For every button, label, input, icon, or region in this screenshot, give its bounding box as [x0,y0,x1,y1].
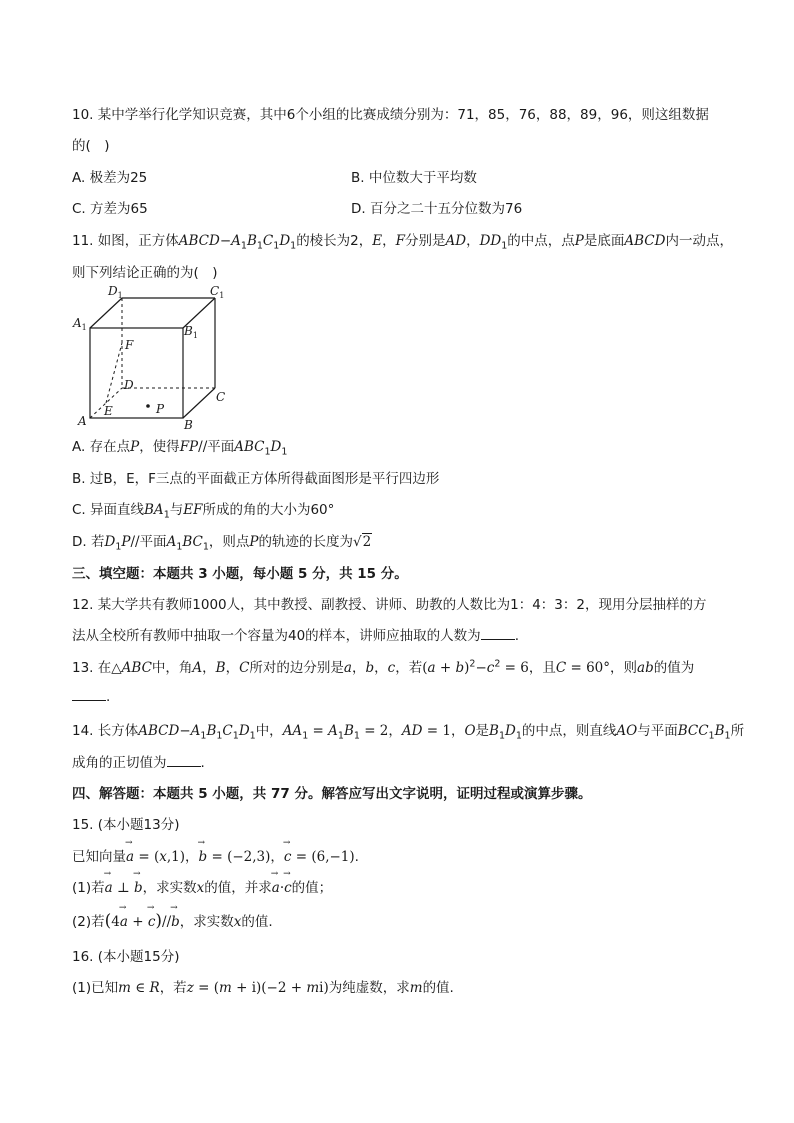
q15-given: 已知向量→ a = (x,1)，→ b = (−2,3)，→ c = (6,−1). [72,845,359,865]
label-f: F [125,338,134,352]
q10-option-c: C. 方差为65 [72,201,148,217]
q13-answer-blank[interactable] [72,688,106,701]
q12-answer-blank[interactable] [481,627,515,640]
q15-part2: (2)若(4→ a + → c)//→ b，求实数x的值. [72,910,273,931]
label-p: P [156,402,165,416]
q16-part1: (1)已知m ∈ R，若z = (m + i)(−2 + mi)为纯虚数，求m的值. [72,980,454,996]
q11-option-c: C. 异面直线$BA_1$与EF所成的角的大小为60° [72,502,335,521]
segment-ef [106,343,122,403]
q11-line2: 则下列结论正确的为( ) [72,265,218,281]
q11-option-d: D. 若$D_1P//$平面$A_1BC_1$，则点P的轨迹的长度为√2 [72,534,372,553]
q15-part1: (1)若→ a ⊥ → b，求实数x的值，并求→ a·→ c的值； [72,876,332,896]
q10-option-d: D. 百分之二十五分位数为76 [351,201,523,217]
label-c: C [216,390,226,404]
q12-line2: 法从全校所有教师中抽取一个容量为40的样本，讲师应抽取的人数为 . [72,628,519,644]
q11-option-a: A. 存在点P，使得FP//平面$ABC_1D_1$ [72,439,288,458]
section-4-heading: 四、解答题：本题共 5 小题，共 77 分。解答应写出文字说明，证明过程或演算步骤。 [72,786,592,802]
q16-header: 16. (本小题15分) [72,949,180,965]
q10-option-a: A. 极差为25 [72,170,148,186]
point-p [146,404,150,408]
label-c1: $C_1$ [210,284,225,300]
q13-line2: . [72,688,110,705]
label-b: B [184,418,193,432]
label-a: A [78,414,87,428]
q11-option-b: B. 过B，E，F三点的平面截正方体所得截面图形是平行四边形 [72,471,440,487]
label-b1: $B_1$ [184,324,198,340]
q12-line1: 12. 某大学共有教师1000人，其中教授、副教授、讲师、助教的人数比为1：4：3：2，现用分层抽样的方 [72,597,707,613]
q14-line1: 14. 长方体$ABCD-A_1B_1C_1D_1$中，$AA_1 = A_1B_1 = 2$，AD = 1，O是$B_1D_1$的中点，则直线AO与平面$BCC_1B_1$所 [72,723,745,742]
q10-line2: 的( ) [72,138,110,154]
label-d: D [124,378,134,392]
cube-figure [70,283,230,433]
q10-line1: 10. 某中学举行化学知识竞赛，其中6个小组的比赛成绩分别为：71，85，76，88，89，96，则这组数据 [72,107,709,123]
q13-line1: 13. 在△ABC中，角A，B，C所对的边分别是a，b，c，若$(a + b)^2-c^2 = 6$，且C = 60°，则ab的值为 [72,658,695,676]
q14-line2: 成角的正切值为 . [72,755,205,771]
q10-option-b: B. 中位数大于平均数 [351,170,477,186]
q11-line1: 11. 如图，正方体$ABCD-A_1B_1C_1D_1$的棱长为2，E，F分别是AD，$DD_1$的中点，点P是底面ABCD内一动点， [72,233,733,252]
label-d1: $D_1$ [108,284,123,300]
q15-header: 15. (本小题13分) [72,817,180,833]
label-e: E [104,404,113,418]
section-3-heading: 三、填空题：本题共 3 小题，每小题 5 分，共 15 分。 [72,566,408,582]
q14-answer-blank[interactable] [167,754,201,767]
label-a1: $A_1$ [73,316,87,332]
